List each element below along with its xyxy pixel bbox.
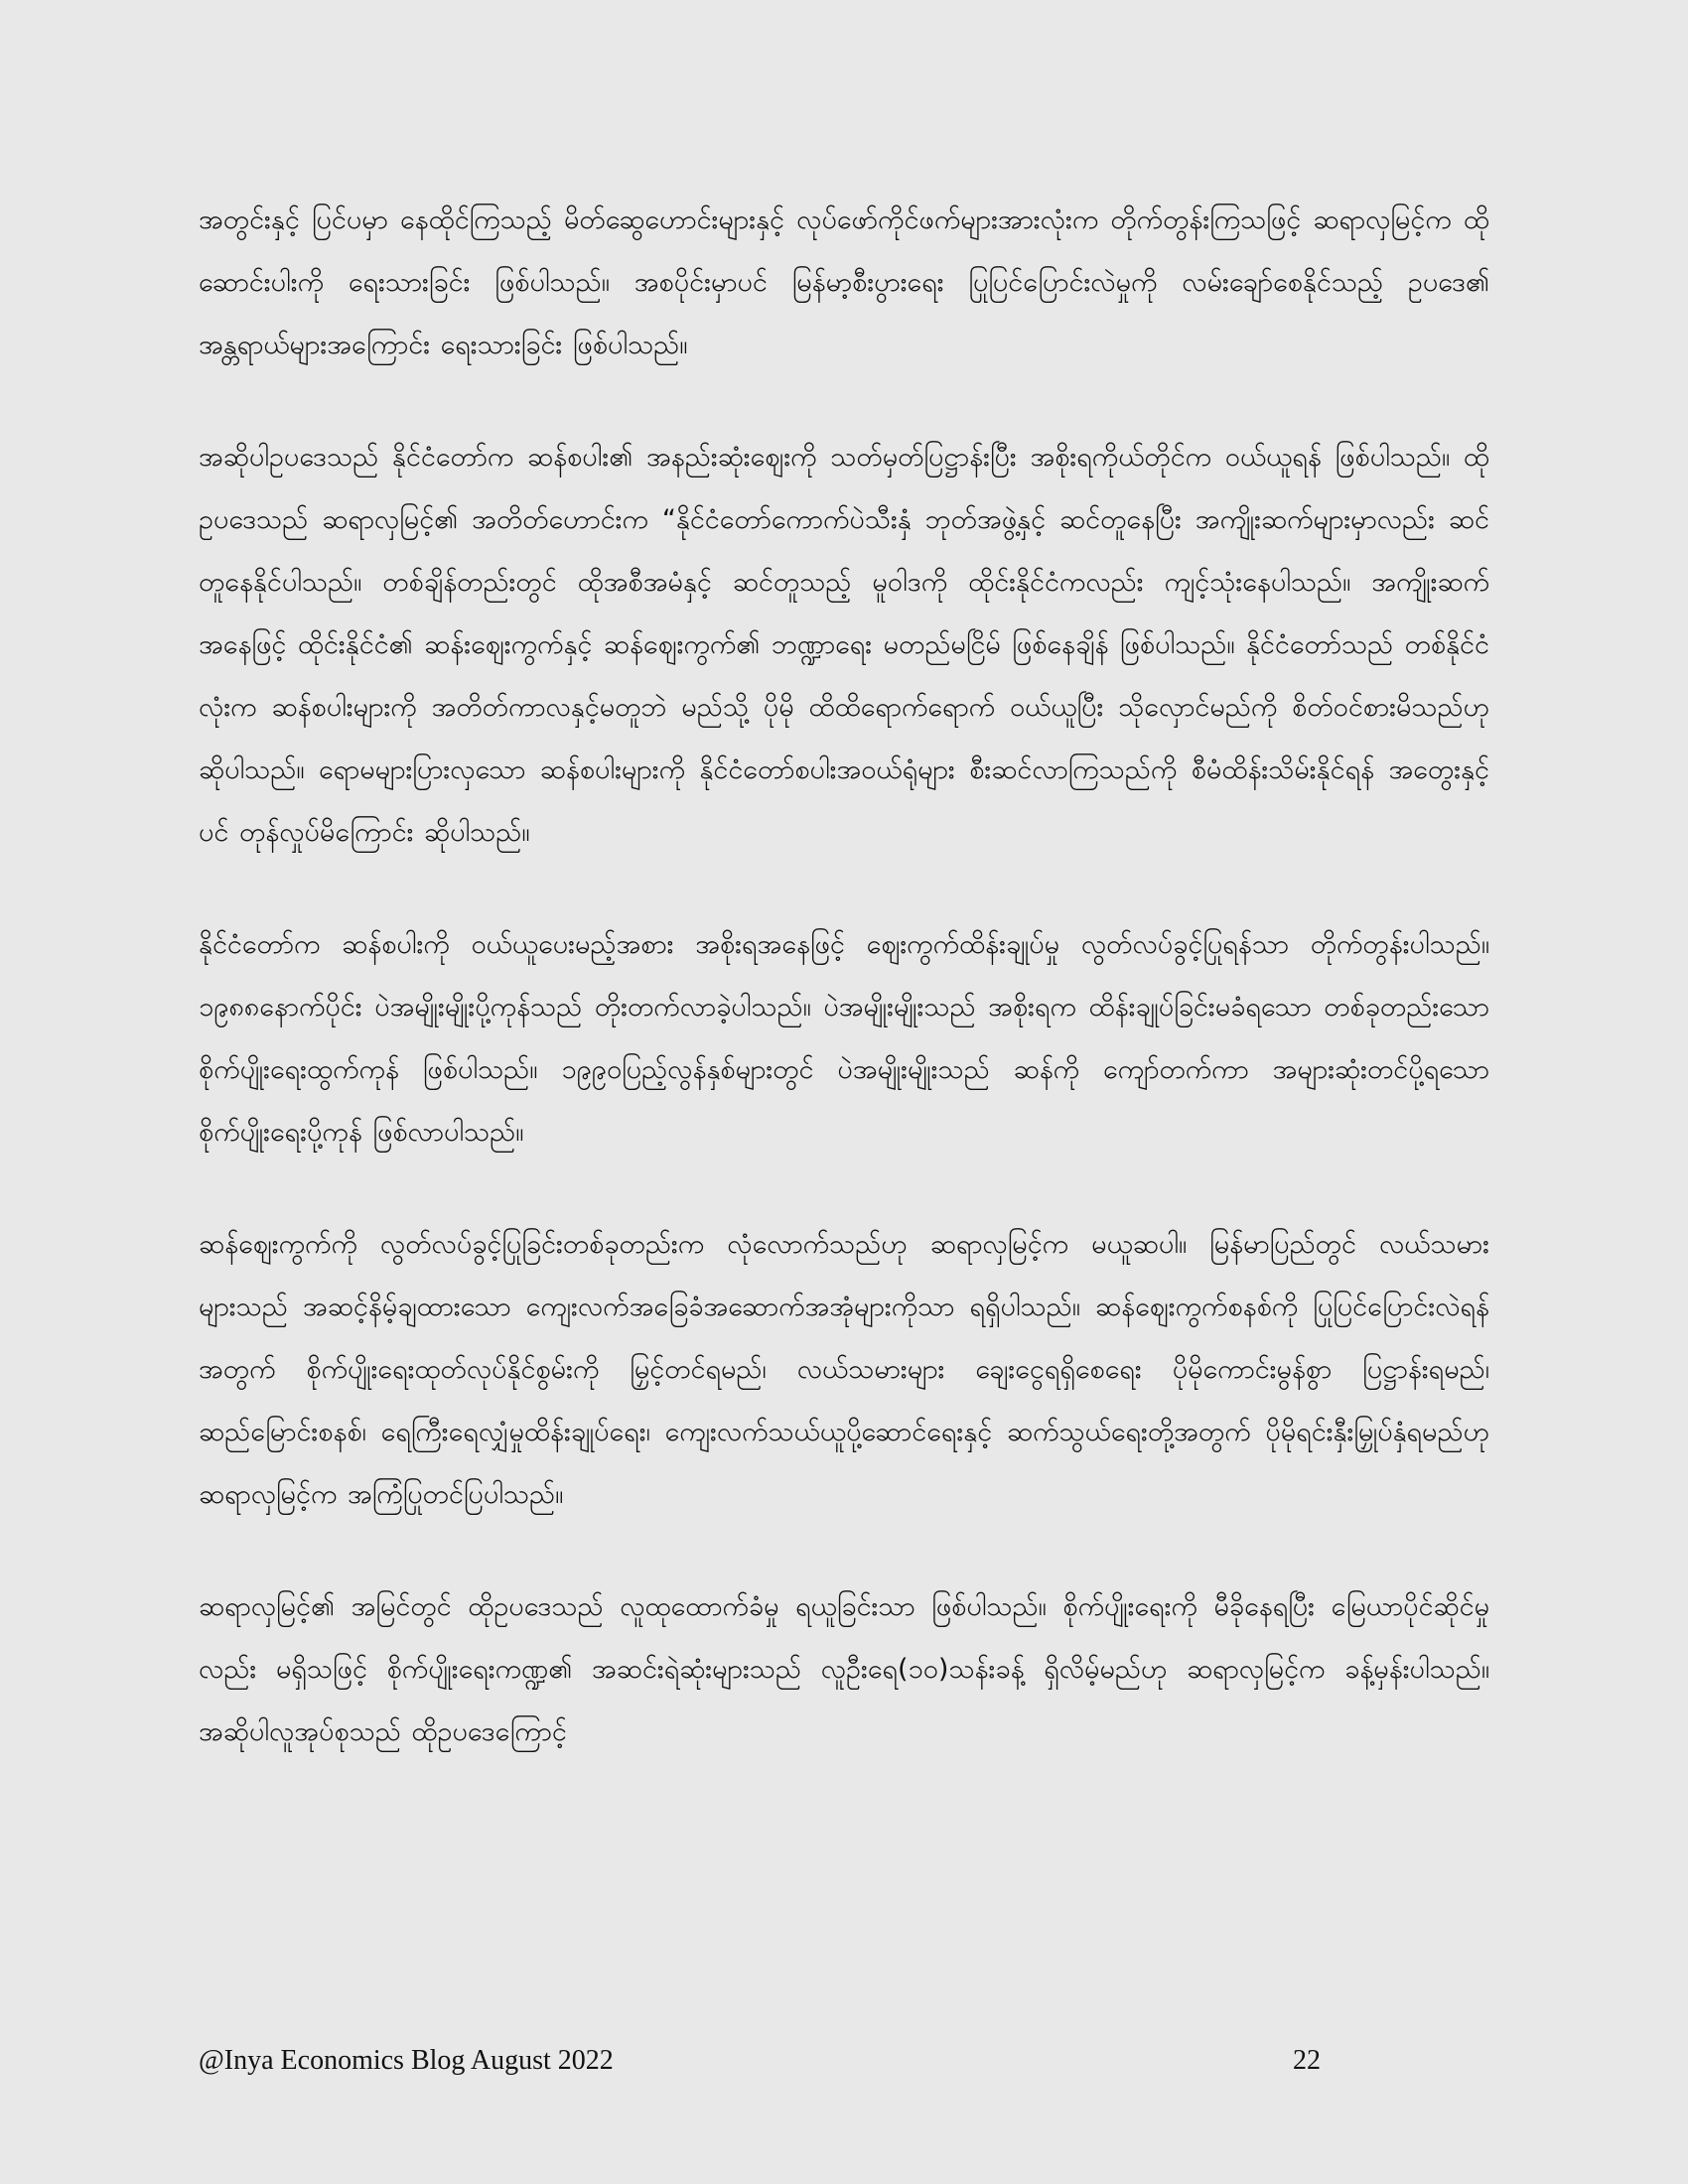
footer-source: @Inya Economics Blog August 2022 — [199, 2045, 614, 2076]
paragraph-3: နိုင်ငံတော်က ဆန်စပါးကို ဝယ်ယူပေးမည့်အစား အစိုးရအနေဖြင့် ဈေးကွက်ထိန်းချုပ်မှု လွတ်လပ်ခွင့်ပြုရန်သာ တိုက်တွန်းပါသည်။ ၁၉၈၈နောက်ပိုင်း ပဲအမျိုးမျိုးပို့ကုန်သည် တိုးတက်လာခဲ့ပါသည်။ ပဲအမျိုးမျိုးသည် အစိုးရက ထိန်းချုပ်ခြင်းမခံရသော တစ်ခုတည်းသော စိုက်ပျိုးရေးထွက်ကုန် ဖြစ်ပါသည်။ ၁၉၉၀ပြည့်လွန်နှစ်များတွင် ပဲအမျိုးမျိုးသည် ဆန်ကို ကျော်တက်ကာ အများဆုံးတင်ပို့ရသော စိုက်ပျိုးရေးပို့ကုန် ဖြစ်လာပါသည်။ — [199, 929, 1489, 1148]
paragraph-1: အတွင်းနှင့် ပြင်ပမှာ နေထိုင်ကြသည့် မိတ်ဆွေဟောင်းများနှင့် လုပ်ဖော်ကိုင်ဖက်များအားလုံးက တိုက်တွန်းကြသဖြင့် ဆရာလှမြင့်က ထိုဆောင်းပါးကို ရေးသားခြင်း ဖြစ်ပါသည်။ အစပိုင်းမှာပင် မြန်မာ့စီးပွားရေး ပြုပြင်ပြောင်းလဲမှုကို လမ်းချော်စေနိုင်သည့် ဥပဒေ၏ အန္တရာယ်များအကြောင်း ရေးသားခြင်း ဖြစ်ပါသည်။ — [199, 205, 1489, 360]
paragraph-5: ဆရာလှမြင့်၏ အမြင်တွင် ထိုဥပဒေသည် လူထုထောက်ခံမှု ရယူခြင်းသာ ဖြစ်ပါသည်။ စိုက်ပျိုးရေးကို မီခိုနေရပြီး မြေယာပိုင်ဆိုင်မှုလည်း မရှိသဖြင့် စိုက်ပျိုးရေးကဏ္ဍ၏ အဆင်းရဲဆုံးများသည် လူဦးရေ(၁၀)သန်းခန့် ရှိလိမ့်မည်ဟု ဆရာလှမြင့်က ခန့်မှန်းပါသည်။ အဆိုပါလူအုပ်စုသည် ထိုဥပဒေကြောင့် — [199, 1591, 1489, 1747]
paragraph-2: အဆိုပါဥပဒေသည် နိုင်ငံတော်က ဆန်စပါး၏ အနည်းဆုံးဈေးကို သတ်မှတ်ပြဋ္ဌာန်းပြီး အစိုးရကိုယ်တိုင်က ဝယ်ယူရန် ဖြစ်ပါသည်။ ထိုဥပဒေသည် ဆရာလှမြင့်၏ အတိတ်ဟောင်းက “နိုင်ငံတော်ကောက်ပဲသီးနှံ ဘုတ်အဖွဲ့နှင့် ဆင်တူနေပြီး အကျိုးဆက်များမှာလည်း ဆင်တူနေနိုင်ပါသည်။ တစ်ချိန်တည်းတွင် ထိုအစီအမံနှင့် ဆင်တူသည့် မူဝါဒကို ထိုင်းနိုင်ငံကလည်း ကျင့်သုံးနေပါသည်။ အကျိုးဆက်အနေဖြင့် ထိုင်းနိုင်ငံ၏ ဆန်းဈေးကွက်နှင့် ဆန်ဈေးကွက်၏ ဘဏ္ဍာရေး မတည်မငြိမ် ဖြစ်နေချိန် ဖြစ်ပါသည်။ နိုင်ငံတော်သည် တစ်နိုင်ငံလုံးက ဆန်စပါးများကို အတိတ်ကာလနှင့်မတူဘဲ မည်သို့ ပိုမို ထိထိရောက်ရောက် ဝယ်ယူပြီး သိုလှောင်မည်ကို စိတ်ဝင်စားမိသည်ဟု ဆိုပါသည်။ ရောမများပြားလှသော ဆန်စပါးများကို နိုင်ငံတော်စပါးအဝယ်ရုံများ စီးဆင်လာကြသည်ကို စီမံထိန်းသိမ်းနိုင်ရန် အတွေးနှင့်ပင် တုန်လှုပ်မိကြောင်း ဆိုပါသည်။ — [199, 442, 1489, 848]
paragraph-4: ဆန်ဈေးကွက်ကို လွတ်လပ်ခွင့်ပြုခြင်းတစ်ခုတည်းက လုံလောက်သည်ဟု ဆရာလှမြင့်က မယူဆပါ။ မြန်မာပြည်တွင် လယ်သမားများသည် အဆင့်နိမ့်ချထားသော ကျေးလက်အခြေခံအဆောက်အအုံများကိုသာ ရရှိပါသည်။ ဆန်ဈေးကွက်စနစ်ကို ပြုပြင်ပြောင်းလဲရန်အတွက် စိုက်ပျိုးရေးထုတ်လုပ်နိုင်စွမ်းကို မြှင့်တင်ရမည်၊ လယ်သမားများ ချေးငွေရရှိစေရေး ပိုမိုကောင်းမွန်စွာ ပြဋ္ဌာန်းရမည်၊ ဆည်မြောင်းစနစ်၊ ရေကြီးရေလျှံမှုထိန်းချုပ်ရေး၊ ကျေးလက်သယ်ယူပို့ဆောင်ရေးနှင့် ဆက်သွယ်ရေးတို့အတွက် ပိုမိုရင်းနှီးမြှုပ်နှံရမည်ဟု ဆရာလှမြင့်က အကြံပြုတင်ပြပါသည်။ — [199, 1229, 1489, 1510]
article-body — [199, 189, 1489, 1763]
page-number: 22 — [1293, 2045, 1321, 2076]
